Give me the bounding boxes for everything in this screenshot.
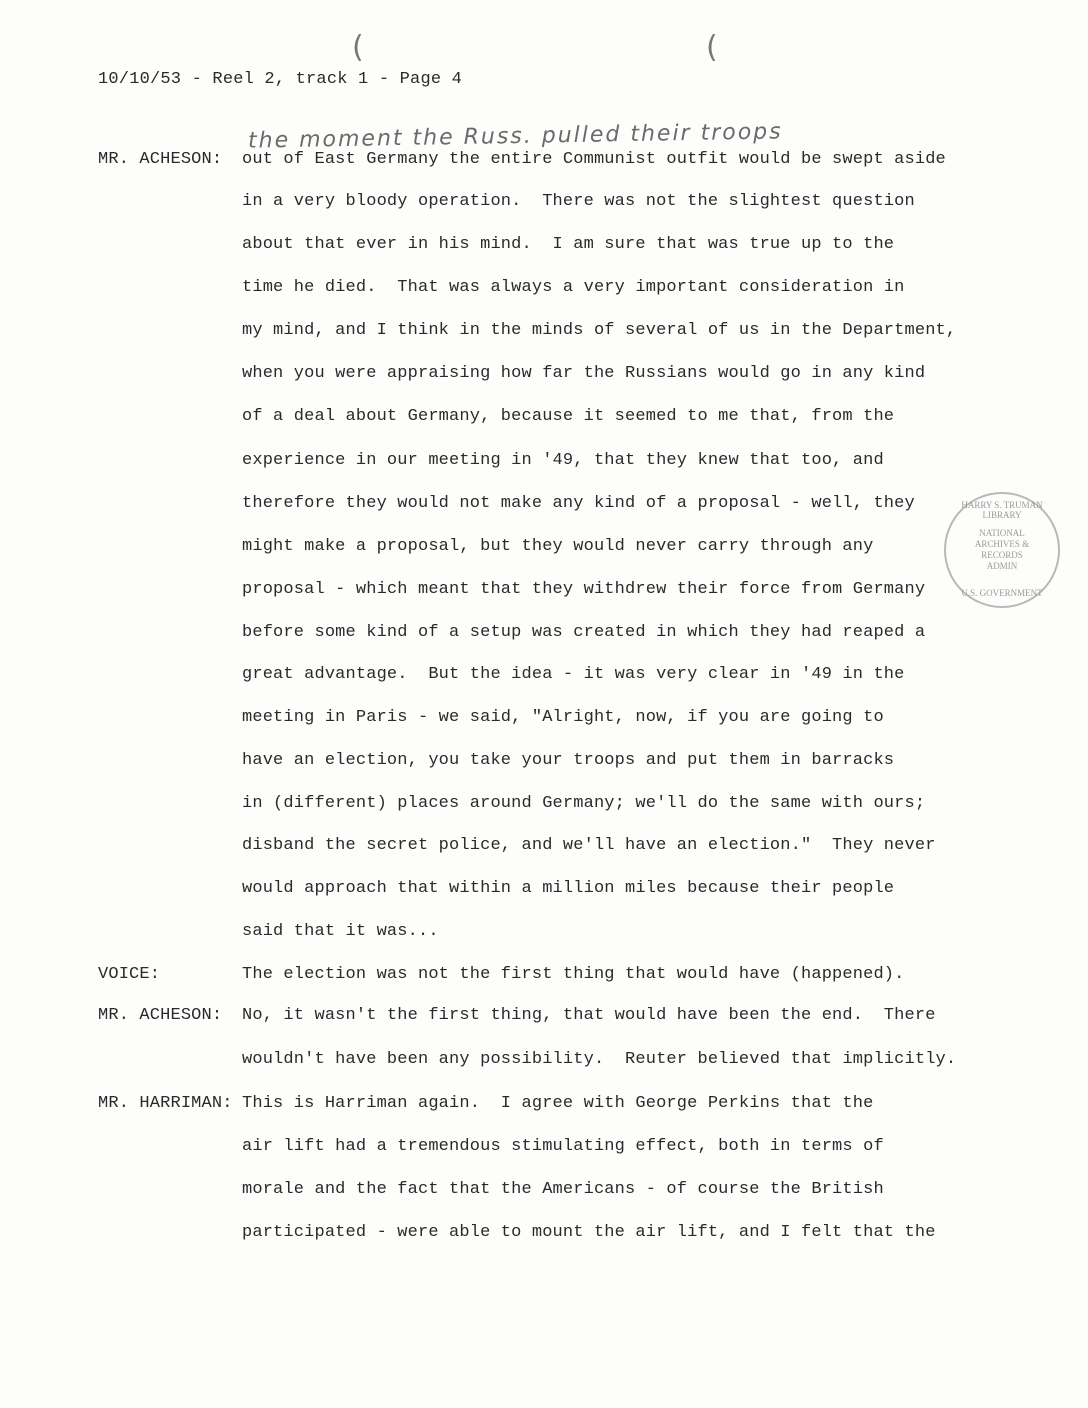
transcript-line: when you were appraising how far the Russians would go in any kind (242, 364, 926, 383)
transcript-line: in (different) places around Germany; we'll do the same with ours; (242, 794, 926, 813)
paren-mark: ( (706, 30, 718, 65)
transcript-line: air lift had a tremendous stimulating effect, both in terms of (242, 1137, 884, 1156)
speaker-label: VOICE: (98, 965, 161, 984)
transcript-line: participated - were able to mount the air lift, and I felt that the (242, 1223, 936, 1242)
transcript-line: No, it wasn't the first thing, that would have been the end. There (242, 1006, 936, 1025)
handwritten-annotation: the moment the Russ. pulled their troops (247, 119, 783, 154)
transcript-line: in a very bloody operation. There was not the slightest question (242, 192, 915, 211)
transcript-line: of a deal about Germany, because it seemed to me that, from the (242, 407, 895, 426)
transcript-line: experience in our meeting in '49, that they knew that too, and (242, 451, 884, 470)
speaker-label: MR. ACHESON: (98, 1006, 223, 1025)
transcript-line: therefore they would not make any kind of a proposal - well, they (242, 494, 915, 513)
transcript-line: great advantage. But the idea - it was very clear in '49 in the (242, 665, 905, 684)
page-header: 10/10/53 - Reel 2, track 1 - Page 4 (98, 70, 463, 89)
transcript-line: The election was not the first thing that would have (happened). (242, 965, 905, 984)
paren-mark: ( (352, 30, 364, 65)
transcript-line: time he died. That was always a very important consideration in (242, 278, 905, 297)
transcript-line: my mind, and I think in the minds of several of us in the Department, (242, 321, 957, 340)
transcript-line: proposal - which meant that they withdrew their force from Germany (242, 580, 926, 599)
speaker-label: MR. HARRIMAN: (98, 1094, 233, 1113)
transcript-line: would approach that within a million miles because their people (242, 879, 895, 898)
stamp-middle-text: NATIONAL ARCHIVES & RECORDS ADMIN (974, 528, 1030, 571)
transcript-line: out of East Germany the entire Communist outfit would be swept aside (242, 150, 946, 169)
transcript-line: morale and the fact that the Americans - of course the British (242, 1180, 884, 1199)
library-stamp (944, 492, 1060, 608)
transcript-line: said that it was... (242, 922, 439, 941)
transcript-line: disband the secret police, and we'll have an election." They never (242, 836, 936, 855)
transcript-line: might make a proposal, but they would never carry through any (242, 537, 874, 556)
transcript-line: meeting in Paris - we said, "Alright, now, if you are going to (242, 708, 884, 727)
speaker-label: MR. ACHESON: (98, 150, 223, 169)
transcript-line: before some kind of a setup was created in which they had reaped a (242, 623, 926, 642)
stamp-bottom-text: U.S. GOVERNMENT (961, 588, 1043, 598)
stamp-top-text: HARRY S. TRUMAN LIBRARY (961, 500, 1043, 520)
transcript-line: wouldn't have been any possibility. Reuter believed that implicitly. (242, 1050, 957, 1069)
transcript-line: have an election, you take your troops and put them in barracks (242, 751, 895, 770)
transcript-line: This is Harriman again. I agree with George Perkins that the (242, 1094, 874, 1113)
transcript-line: about that ever in his mind. I am sure that was true up to the (242, 235, 895, 254)
